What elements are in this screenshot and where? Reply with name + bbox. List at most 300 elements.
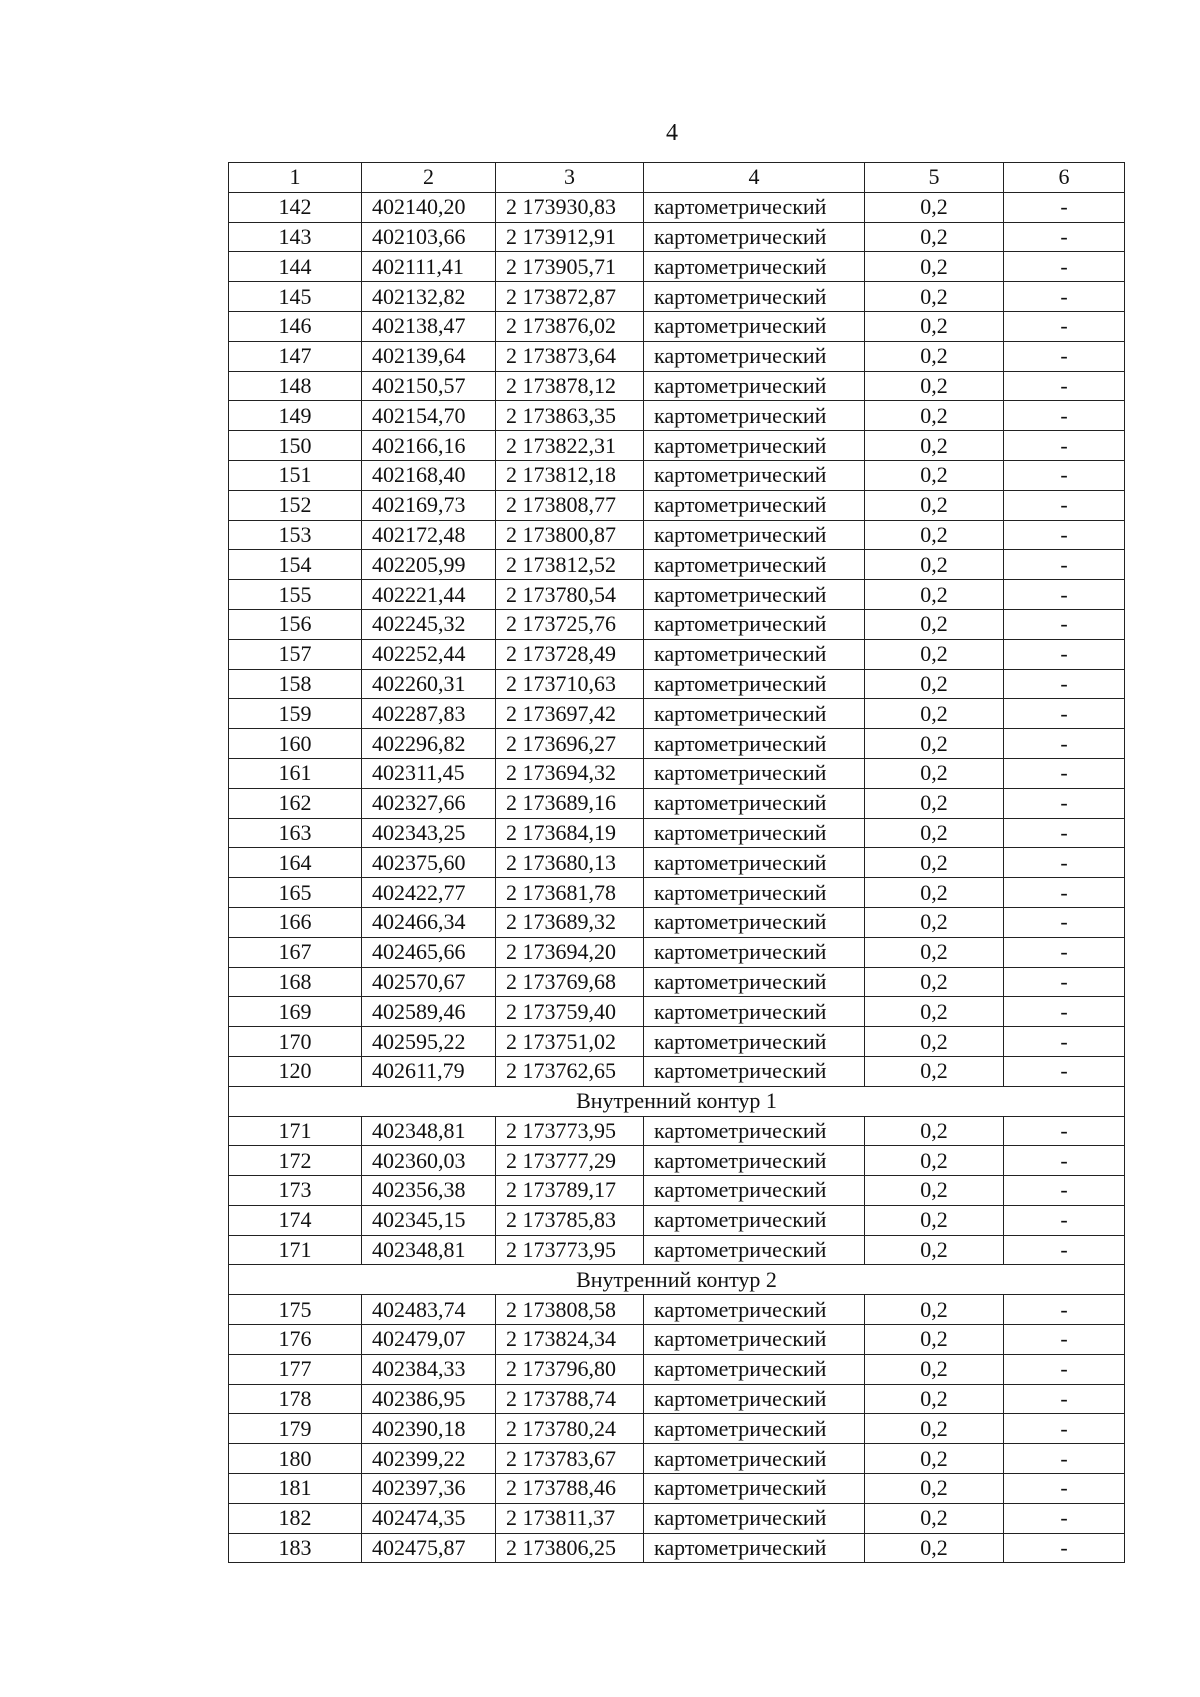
table-row	[229, 192, 1125, 222]
table-row	[229, 520, 1125, 550]
point-number-cell: 163	[229, 818, 362, 848]
x-coordinate-cell: 402205,99	[362, 550, 496, 580]
table-row	[229, 699, 1125, 729]
description-cell: -	[1004, 1503, 1125, 1533]
x-coordinate-cell: 402311,45	[362, 758, 496, 788]
accuracy-cell: 0,2	[865, 1056, 1004, 1086]
table-row	[229, 967, 1125, 997]
y-coordinate-cell: 2 173811,37	[496, 1503, 644, 1533]
description-cell: -	[1004, 1205, 1125, 1235]
method-cell: картометрический	[644, 878, 865, 908]
header-cell: 2	[362, 163, 496, 193]
y-coordinate-cell: 2 173905,71	[496, 252, 644, 282]
point-number-cell: 167	[229, 937, 362, 967]
description-cell: -	[1004, 1027, 1125, 1057]
method-cell: картометрический	[644, 758, 865, 788]
y-coordinate-cell: 2 173681,78	[496, 878, 644, 908]
table-row	[229, 1474, 1125, 1504]
point-number-cell: 181	[229, 1474, 362, 1504]
y-coordinate-cell: 2 173762,65	[496, 1056, 644, 1086]
method-cell: картометрический	[644, 371, 865, 401]
y-coordinate-cell: 2 173777,29	[496, 1146, 644, 1176]
table-row	[229, 1056, 1125, 1086]
y-coordinate-cell: 2 173808,58	[496, 1295, 644, 1325]
method-cell: картометрический	[644, 1444, 865, 1474]
table-row	[229, 1414, 1125, 1444]
description-cell: -	[1004, 431, 1125, 461]
x-coordinate-cell: 402475,87	[362, 1533, 496, 1563]
method-cell: картометрический	[644, 1295, 865, 1325]
y-coordinate-cell: 2 173780,24	[496, 1414, 644, 1444]
description-cell: -	[1004, 490, 1125, 520]
method-cell: картометрический	[644, 669, 865, 699]
description-cell: -	[1004, 222, 1125, 252]
method-cell: картометрический	[644, 848, 865, 878]
point-number-cell: 151	[229, 460, 362, 490]
x-coordinate-cell: 402384,33	[362, 1354, 496, 1384]
y-coordinate-cell: 2 173780,54	[496, 580, 644, 610]
description-cell: -	[1004, 997, 1125, 1027]
method-cell: картометрический	[644, 252, 865, 282]
table-row	[229, 1325, 1125, 1355]
table-row	[229, 878, 1125, 908]
y-coordinate-cell: 2 173800,87	[496, 520, 644, 550]
description-cell: -	[1004, 699, 1125, 729]
x-coordinate-cell: 402375,60	[362, 848, 496, 878]
point-number-cell: 176	[229, 1325, 362, 1355]
header-cell: 4	[644, 163, 865, 193]
description-cell: -	[1004, 729, 1125, 759]
method-cell: картометрический	[644, 1474, 865, 1504]
x-coordinate-cell: 402327,66	[362, 788, 496, 818]
table-row	[229, 580, 1125, 610]
accuracy-cell: 0,2	[865, 758, 1004, 788]
accuracy-cell: 0,2	[865, 311, 1004, 341]
point-number-cell: 144	[229, 252, 362, 282]
accuracy-cell: 0,2	[865, 371, 1004, 401]
point-number-cell: 179	[229, 1414, 362, 1444]
x-coordinate-cell: 402483,74	[362, 1295, 496, 1325]
point-number-cell: 171	[229, 1116, 362, 1146]
description-cell: -	[1004, 311, 1125, 341]
point-number-cell: 146	[229, 311, 362, 341]
y-coordinate-cell: 2 173689,16	[496, 788, 644, 818]
y-coordinate-cell: 2 173863,35	[496, 401, 644, 431]
point-number-cell: 166	[229, 907, 362, 937]
y-coordinate-cell: 2 173680,13	[496, 848, 644, 878]
accuracy-cell: 0,2	[865, 1325, 1004, 1355]
accuracy-cell: 0,2	[865, 1027, 1004, 1057]
y-coordinate-cell: 2 173710,63	[496, 669, 644, 699]
point-number-cell: 169	[229, 997, 362, 1027]
description-cell: -	[1004, 609, 1125, 639]
y-coordinate-cell: 2 173806,25	[496, 1533, 644, 1563]
point-number-cell: 155	[229, 580, 362, 610]
method-cell: картометрический	[644, 1176, 865, 1206]
x-coordinate-cell: 402386,95	[362, 1384, 496, 1414]
y-coordinate-cell: 2 173822,31	[496, 431, 644, 461]
x-coordinate-cell: 402111,41	[362, 252, 496, 282]
y-coordinate-cell: 2 173808,77	[496, 490, 644, 520]
y-coordinate-cell: 2 173751,02	[496, 1027, 644, 1057]
accuracy-cell: 0,2	[865, 788, 1004, 818]
x-coordinate-cell: 402397,36	[362, 1474, 496, 1504]
x-coordinate-cell: 402132,82	[362, 282, 496, 312]
accuracy-cell: 0,2	[865, 609, 1004, 639]
method-cell: картометрический	[644, 1533, 865, 1563]
section-title: Внутренний контур 2	[229, 1265, 1125, 1295]
table-row	[229, 907, 1125, 937]
y-coordinate-cell: 2 173912,91	[496, 222, 644, 252]
table-row	[229, 1533, 1125, 1563]
accuracy-cell: 0,2	[865, 341, 1004, 371]
header-cell: 1	[229, 163, 362, 193]
method-cell: картометрический	[644, 788, 865, 818]
y-coordinate-cell: 2 173872,87	[496, 282, 644, 312]
point-number-cell: 161	[229, 758, 362, 788]
point-number-cell: 145	[229, 282, 362, 312]
method-cell: картометрический	[644, 1027, 865, 1057]
point-number-cell: 180	[229, 1444, 362, 1474]
method-cell: картометрический	[644, 1205, 865, 1235]
table-header-row	[229, 163, 1125, 193]
point-number-cell: 148	[229, 371, 362, 401]
description-cell: -	[1004, 1533, 1125, 1563]
x-coordinate-cell: 402245,32	[362, 609, 496, 639]
description-cell: -	[1004, 460, 1125, 490]
method-cell: картометрический	[644, 967, 865, 997]
point-number-cell: 173	[229, 1176, 362, 1206]
method-cell: картометрический	[644, 1146, 865, 1176]
x-coordinate-cell: 402103,66	[362, 222, 496, 252]
method-cell: картометрический	[644, 282, 865, 312]
point-number-cell: 175	[229, 1295, 362, 1325]
accuracy-cell: 0,2	[865, 490, 1004, 520]
y-coordinate-cell: 2 173697,42	[496, 699, 644, 729]
method-cell: картометрический	[644, 1503, 865, 1533]
x-coordinate-cell: 402390,18	[362, 1414, 496, 1444]
y-coordinate-cell: 2 173796,80	[496, 1354, 644, 1384]
header-cell: 3	[496, 163, 644, 193]
accuracy-cell: 0,2	[865, 282, 1004, 312]
accuracy-cell: 0,2	[865, 1205, 1004, 1235]
description-cell: -	[1004, 1354, 1125, 1384]
description-cell: -	[1004, 580, 1125, 610]
section-title-row	[229, 1265, 1125, 1295]
accuracy-cell: 0,2	[865, 1533, 1004, 1563]
accuracy-cell: 0,2	[865, 222, 1004, 252]
y-coordinate-cell: 2 173812,18	[496, 460, 644, 490]
method-cell: картометрический	[644, 609, 865, 639]
description-cell: -	[1004, 252, 1125, 282]
table-row	[229, 729, 1125, 759]
method-cell: картометрический	[644, 729, 865, 759]
accuracy-cell: 0,2	[865, 1146, 1004, 1176]
point-number-cell: 142	[229, 192, 362, 222]
accuracy-cell: 0,2	[865, 401, 1004, 431]
y-coordinate-cell: 2 173773,95	[496, 1116, 644, 1146]
accuracy-cell: 0,2	[865, 431, 1004, 461]
accuracy-cell: 0,2	[865, 878, 1004, 908]
description-cell: -	[1004, 1384, 1125, 1414]
method-cell: картометрический	[644, 341, 865, 371]
method-cell: картометрический	[644, 1056, 865, 1086]
table-row	[229, 282, 1125, 312]
method-cell: картометрический	[644, 818, 865, 848]
method-cell: картометрический	[644, 1414, 865, 1444]
point-number-cell: 157	[229, 639, 362, 669]
table-row	[229, 1444, 1125, 1474]
accuracy-cell: 0,2	[865, 580, 1004, 610]
point-number-cell: 159	[229, 699, 362, 729]
point-number-cell: 165	[229, 878, 362, 908]
accuracy-cell: 0,2	[865, 937, 1004, 967]
description-cell: -	[1004, 818, 1125, 848]
point-number-cell: 147	[229, 341, 362, 371]
accuracy-cell: 0,2	[865, 1444, 1004, 1474]
y-coordinate-cell: 2 173759,40	[496, 997, 644, 1027]
x-coordinate-cell: 402138,47	[362, 311, 496, 341]
description-cell: -	[1004, 550, 1125, 580]
x-coordinate-cell: 402260,31	[362, 669, 496, 699]
description-cell: -	[1004, 848, 1125, 878]
table-row	[229, 460, 1125, 490]
table-row	[229, 1354, 1125, 1384]
method-cell: картометрический	[644, 550, 865, 580]
description-cell: -	[1004, 1295, 1125, 1325]
table-row	[229, 341, 1125, 371]
accuracy-cell: 0,2	[865, 1503, 1004, 1533]
method-cell: картометрический	[644, 1325, 865, 1355]
point-number-cell: 153	[229, 520, 362, 550]
method-cell: картометрический	[644, 192, 865, 222]
x-coordinate-cell: 402150,57	[362, 371, 496, 401]
description-cell: -	[1004, 1325, 1125, 1355]
point-number-cell: 120	[229, 1056, 362, 1086]
method-cell: картометрический	[644, 311, 865, 341]
accuracy-cell: 0,2	[865, 639, 1004, 669]
description-cell: -	[1004, 520, 1125, 550]
table-row	[229, 818, 1125, 848]
description-cell: -	[1004, 639, 1125, 669]
accuracy-cell: 0,2	[865, 848, 1004, 878]
table-row	[229, 848, 1125, 878]
x-coordinate-cell: 402221,44	[362, 580, 496, 610]
table-row	[229, 252, 1125, 282]
method-cell: картометрический	[644, 639, 865, 669]
table-row	[229, 1295, 1125, 1325]
x-coordinate-cell: 402296,82	[362, 729, 496, 759]
method-cell: картометрический	[644, 1354, 865, 1384]
x-coordinate-cell: 402474,35	[362, 1503, 496, 1533]
description-cell: -	[1004, 967, 1125, 997]
method-cell: картометрический	[644, 401, 865, 431]
y-coordinate-cell: 2 173812,52	[496, 550, 644, 580]
table-row	[229, 490, 1125, 520]
y-coordinate-cell: 2 173696,27	[496, 729, 644, 759]
description-cell: -	[1004, 1235, 1125, 1265]
method-cell: картометрический	[644, 1116, 865, 1146]
page-number: 4	[666, 120, 678, 146]
x-coordinate-cell: 402348,81	[362, 1116, 496, 1146]
method-cell: картометрический	[644, 431, 865, 461]
y-coordinate-cell: 2 173728,49	[496, 639, 644, 669]
y-coordinate-cell: 2 173725,76	[496, 609, 644, 639]
description-cell: -	[1004, 1116, 1125, 1146]
y-coordinate-cell: 2 173788,46	[496, 1474, 644, 1504]
x-coordinate-cell: 402356,38	[362, 1176, 496, 1206]
description-cell: -	[1004, 878, 1125, 908]
description-cell: -	[1004, 758, 1125, 788]
description-cell: -	[1004, 1056, 1125, 1086]
accuracy-cell: 0,2	[865, 729, 1004, 759]
table-row	[229, 371, 1125, 401]
point-number-cell: 168	[229, 967, 362, 997]
method-cell: картометрический	[644, 907, 865, 937]
x-coordinate-cell: 402168,40	[362, 460, 496, 490]
table-row	[229, 1384, 1125, 1414]
accuracy-cell: 0,2	[865, 1116, 1004, 1146]
x-coordinate-cell: 402343,25	[362, 818, 496, 848]
table-row	[229, 1235, 1125, 1265]
point-number-cell: 143	[229, 222, 362, 252]
description-cell: -	[1004, 1146, 1125, 1176]
description-cell: -	[1004, 401, 1125, 431]
section-title: Внутренний контур 1	[229, 1086, 1125, 1116]
point-number-cell: 183	[229, 1533, 362, 1563]
point-number-cell: 154	[229, 550, 362, 580]
accuracy-cell: 0,2	[865, 907, 1004, 937]
header-cell: 6	[1004, 163, 1125, 193]
point-number-cell: 160	[229, 729, 362, 759]
description-cell: -	[1004, 341, 1125, 371]
point-number-cell: 171	[229, 1235, 362, 1265]
x-coordinate-cell: 402611,79	[362, 1056, 496, 1086]
point-number-cell: 152	[229, 490, 362, 520]
y-coordinate-cell: 2 173783,67	[496, 1444, 644, 1474]
y-coordinate-cell: 2 173773,95	[496, 1235, 644, 1265]
description-cell: -	[1004, 788, 1125, 818]
accuracy-cell: 0,2	[865, 997, 1004, 1027]
x-coordinate-cell: 402252,44	[362, 639, 496, 669]
point-number-cell: 164	[229, 848, 362, 878]
x-coordinate-cell: 402139,64	[362, 341, 496, 371]
point-number-cell: 149	[229, 401, 362, 431]
accuracy-cell: 0,2	[865, 1384, 1004, 1414]
y-coordinate-cell: 2 173689,32	[496, 907, 644, 937]
x-coordinate-cell: 402154,70	[362, 401, 496, 431]
table-row	[229, 431, 1125, 461]
method-cell: картометрический	[644, 580, 865, 610]
description-cell: -	[1004, 669, 1125, 699]
description-cell: -	[1004, 282, 1125, 312]
point-number-cell: 174	[229, 1205, 362, 1235]
point-number-cell: 178	[229, 1384, 362, 1414]
accuracy-cell: 0,2	[865, 1414, 1004, 1444]
accuracy-cell: 0,2	[865, 550, 1004, 580]
x-coordinate-cell: 402348,81	[362, 1235, 496, 1265]
x-coordinate-cell: 402172,48	[362, 520, 496, 550]
x-coordinate-cell: 402169,73	[362, 490, 496, 520]
accuracy-cell: 0,2	[865, 1474, 1004, 1504]
accuracy-cell: 0,2	[865, 520, 1004, 550]
method-cell: картометрический	[644, 699, 865, 729]
table-row	[229, 609, 1125, 639]
accuracy-cell: 0,2	[865, 818, 1004, 848]
description-cell: -	[1004, 371, 1125, 401]
x-coordinate-cell: 402479,07	[362, 1325, 496, 1355]
x-coordinate-cell: 402360,03	[362, 1146, 496, 1176]
accuracy-cell: 0,2	[865, 669, 1004, 699]
y-coordinate-cell: 2 173930,83	[496, 192, 644, 222]
accuracy-cell: 0,2	[865, 460, 1004, 490]
accuracy-cell: 0,2	[865, 1235, 1004, 1265]
table-row	[229, 1027, 1125, 1057]
point-number-cell: 162	[229, 788, 362, 818]
x-coordinate-cell: 402399,22	[362, 1444, 496, 1474]
y-coordinate-cell: 2 173694,32	[496, 758, 644, 788]
method-cell: картометрический	[644, 1384, 865, 1414]
y-coordinate-cell: 2 173694,20	[496, 937, 644, 967]
method-cell: картометрический	[644, 520, 865, 550]
section-title-row	[229, 1086, 1125, 1116]
description-cell: -	[1004, 937, 1125, 967]
point-number-cell: 177	[229, 1354, 362, 1384]
table-row	[229, 788, 1125, 818]
method-cell: картометрический	[644, 1235, 865, 1265]
table-row	[229, 669, 1125, 699]
description-cell: -	[1004, 1444, 1125, 1474]
table-row	[229, 1176, 1125, 1206]
point-number-cell: 182	[229, 1503, 362, 1533]
table-row	[229, 1146, 1125, 1176]
description-cell: -	[1004, 907, 1125, 937]
x-coordinate-cell: 402345,15	[362, 1205, 496, 1235]
table-row	[229, 311, 1125, 341]
y-coordinate-cell: 2 173785,83	[496, 1205, 644, 1235]
description-cell: -	[1004, 1176, 1125, 1206]
table-row	[229, 997, 1125, 1027]
description-cell: -	[1004, 192, 1125, 222]
table-body	[229, 163, 1125, 1563]
accuracy-cell: 0,2	[865, 699, 1004, 729]
table-row	[229, 937, 1125, 967]
y-coordinate-cell: 2 173873,64	[496, 341, 644, 371]
accuracy-cell: 0,2	[865, 252, 1004, 282]
accuracy-cell: 0,2	[865, 1354, 1004, 1384]
point-number-cell: 150	[229, 431, 362, 461]
y-coordinate-cell: 2 173824,34	[496, 1325, 644, 1355]
accuracy-cell: 0,2	[865, 1176, 1004, 1206]
method-cell: картометрический	[644, 937, 865, 967]
y-coordinate-cell: 2 173684,19	[496, 818, 644, 848]
x-coordinate-cell: 402422,77	[362, 878, 496, 908]
x-coordinate-cell: 402287,83	[362, 699, 496, 729]
point-number-cell: 158	[229, 669, 362, 699]
point-number-cell: 156	[229, 609, 362, 639]
table-row	[229, 550, 1125, 580]
table-row	[229, 1205, 1125, 1235]
table-row	[229, 758, 1125, 788]
coordinates-table	[228, 162, 1125, 1563]
table-row	[229, 401, 1125, 431]
x-coordinate-cell: 402589,46	[362, 997, 496, 1027]
x-coordinate-cell: 402166,16	[362, 431, 496, 461]
y-coordinate-cell: 2 173789,17	[496, 1176, 644, 1206]
x-coordinate-cell: 402140,20	[362, 192, 496, 222]
x-coordinate-cell: 402570,67	[362, 967, 496, 997]
y-coordinate-cell: 2 173876,02	[496, 311, 644, 341]
